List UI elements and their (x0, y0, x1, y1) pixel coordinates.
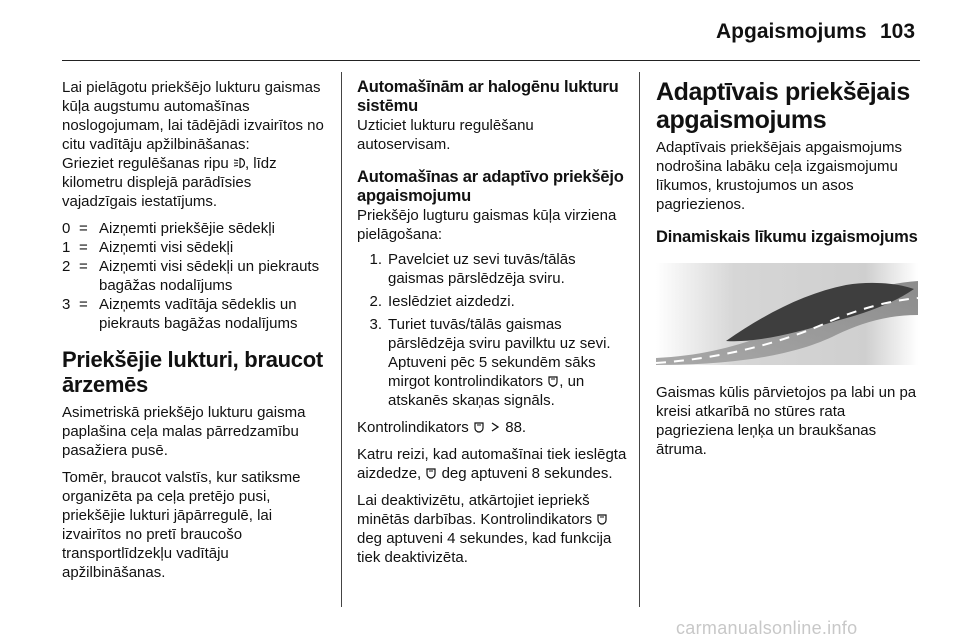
list-item (357, 292, 629, 311)
setting-key: 3 (62, 296, 71, 313)
watermark: carmanualsonline.info (676, 618, 858, 638)
headlight-range-dial-icon (233, 157, 245, 169)
setting-eq: = (79, 239, 88, 256)
list-item (62, 219, 330, 238)
instruction-text: Grieziet regulēšanas ripu (62, 155, 229, 172)
setting-eq: = (79, 258, 88, 275)
setting-text: Aizņemts vadītāja sēdeklis un piekrauts bagāžas nodalījums (99, 296, 298, 332)
adaptive-light-indicator-icon (547, 375, 559, 387)
paragraph (357, 491, 629, 567)
paragraph-text: deg aptuveni 4 sekundes, kad funkcija tiek deaktivizēta. (357, 530, 612, 566)
paragraph-text: Katru reizi, kad automašīnai tiek ieslēgta aizdedze, (357, 446, 627, 482)
setting-text: Aizņemti visi sēdekļi (99, 239, 234, 256)
section-heading: Automašīnām ar halogēnu lukturu sistēmu (357, 78, 619, 115)
section-heading: Dinamiskais līkumu izgaismojums (656, 228, 918, 246)
intro-paragraph: Lai pielāgotu priekšējo lukturu gaismas kūļa augstumu automašīnas noslogojumam, lai tādējādi izvairītos no citu vadītāju apžilbināšanas: (62, 79, 324, 153)
header-rule (62, 60, 920, 61)
paragraph: Priekšējo lugturu gaismas kūļa virziena pielāgošana: (357, 207, 617, 243)
column-2 (357, 78, 629, 575)
setting-eq: = (79, 220, 88, 237)
column-divider (639, 72, 640, 607)
setting-key: 2 (62, 258, 71, 275)
adaptive-light-indicator-icon (596, 513, 608, 525)
paragraph-text: Lai deaktivizētu, atkārtojiet iepriekš minētās darbības. Kontrolindikators (357, 492, 593, 528)
paragraph (357, 445, 629, 483)
step-text-part: Turiet tuvās/tālās gaismas pārslēdzēja sviru pavilktu uz sevi. Aptuveni pēc 5 sekundēm sāks mirgot kontrolindikators (388, 316, 611, 390)
step-text: Pavelciet uz sevi tuvās/tālās gaismas pārslēdzēja sviru. (388, 251, 576, 287)
list-item (62, 295, 330, 333)
setting-key: 0 (62, 220, 71, 237)
column-1 (62, 78, 330, 590)
reference-paragraph (357, 418, 629, 437)
step-text (388, 315, 629, 410)
setting-text: Aizņemti visi sēdekļi un piekrauts bagāžas nodalījums (99, 258, 320, 294)
page-number: 103 (880, 20, 916, 43)
setting-key: 1 (62, 239, 71, 256)
reference-page: 88. (505, 419, 527, 436)
paragraph: Adaptīvais priekšējais apgaismojums nodrošina labāku ceļa izgaismojumu līkumos, krustojumos un asos pagriezienos. (656, 139, 902, 213)
list-item (62, 257, 330, 295)
paragraph: Uzticiet lukturu regulēšanu autoservisam. (357, 117, 534, 153)
column-3 (656, 78, 924, 467)
section-heading: Adaptīvais priekšējais apgaismojums (656, 78, 910, 134)
load-settings-list (62, 219, 330, 333)
setting-text: Aizņemti priekšējie sēdekļi (99, 220, 275, 237)
step-text-part: , un atskanēs skaņas signāls. (388, 373, 585, 409)
list-item (357, 315, 629, 410)
section-heading: Priekšējie lukturi, braucot ārzemēs (62, 347, 323, 397)
step-text: Ieslēdziet aizdedzi. (388, 293, 515, 310)
list-item (62, 238, 330, 257)
list-item (357, 250, 629, 288)
figure-caption: Gaismas kūlis pārvietojos pa labi un pa kreisi atkarībā no stūres rata pagrieziena leņķa un braukšanas ātruma. (656, 384, 917, 458)
adaptive-light-indicator-icon (425, 467, 437, 479)
instruction-paragraph (62, 154, 330, 211)
step-number: 3. (369, 316, 382, 333)
column-divider (341, 72, 342, 607)
cornering-light-illustration (656, 263, 918, 365)
paragraph: Asimetriskā priekšējo lukturu gaisma paplašina ceļa malas pārredzamību pasažiera pusē. (62, 404, 306, 459)
reference-text: Kontrolindikators (357, 419, 469, 436)
step-number: 2. (369, 293, 382, 310)
setting-eq: = (79, 296, 88, 313)
paragraph: Tomēr, braucot valstīs, kur satiksme organizēta pa ceļa pretējo pusi, priekšējie lukturi jāpārregulē, lai izvairītos no pretī braucošo transportlīdzekļu vadītāju apžilbināšanas. (62, 469, 301, 581)
step-number: 1. (369, 251, 382, 268)
steps-list (357, 250, 629, 410)
page-reference-arrow-icon (489, 421, 501, 433)
section-heading: Automašīnas ar adaptīvo priekšējo apgaismojumu (357, 168, 624, 205)
paragraph-text: deg aptuveni 8 sekundes. (441, 465, 613, 482)
page-title: Apgaismojums (716, 20, 867, 43)
instruction-text: , līdz kilometru displejā parādīsies vajadzīgais iestatījums. (62, 155, 277, 210)
adaptive-light-indicator-icon (473, 421, 485, 433)
